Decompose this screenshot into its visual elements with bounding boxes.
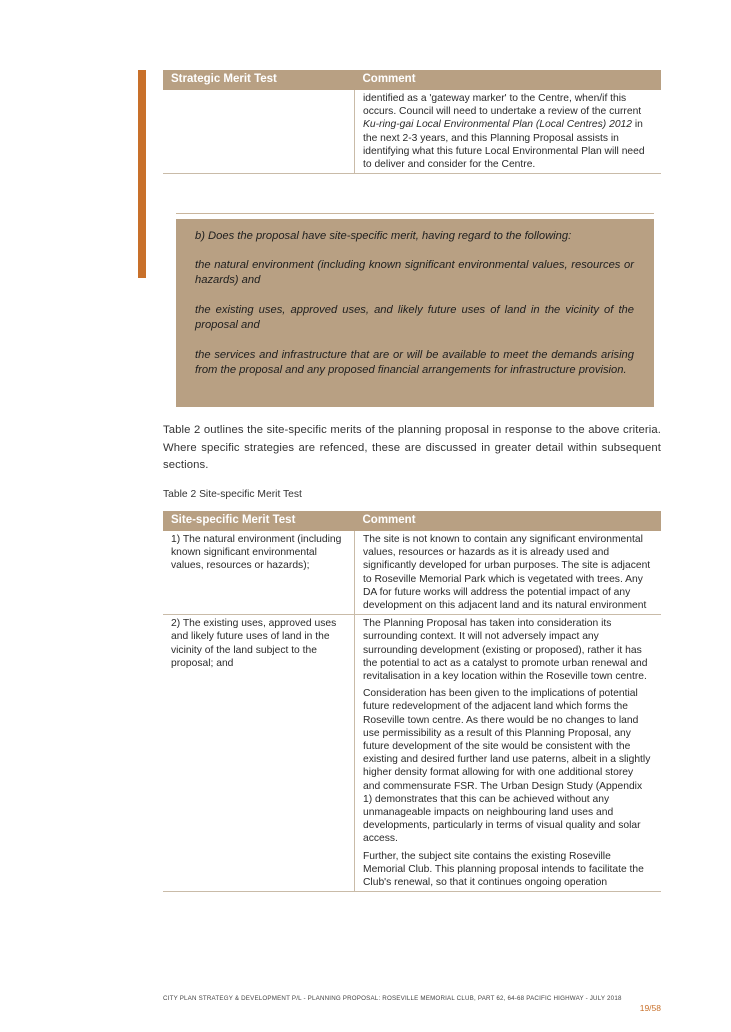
divider xyxy=(176,213,654,214)
column-header: Site-specific Merit Test xyxy=(163,511,355,531)
table-row xyxy=(163,90,661,174)
comment-cell xyxy=(355,90,662,174)
question-item: the natural environment (including known significant environmental values, resources or hazards) and xyxy=(195,259,634,286)
comment-cell xyxy=(355,531,662,615)
table-cell xyxy=(163,90,355,174)
question-heading: b) Does the proposal have site-specific merit, having regard to the following: xyxy=(195,230,572,242)
column-header: Comment xyxy=(355,511,662,531)
site-specific-merit-table xyxy=(163,511,661,892)
strategic-merit-table xyxy=(163,70,661,174)
question-item: the services and infrastructure that are or will be available to meet the demands arising from the proposal and any proposed financial arrangements for infrastructure provision. xyxy=(195,349,634,376)
comment-paragraph: The site is not known to contain any significant environmental values, resources or hazards as it is already used and significantly developed for urban purposes. The site is adjacent to Roseville Memorial Park which is vegetated with trees. Any DA for future works will address the potential impact of any development on this adjacent land and its natural environment xyxy=(363,534,651,612)
test-cell: 1) The natural environment (including known significant environmental values, resources or hazards); xyxy=(163,531,355,615)
plan-title: Ku-ring-gai Local Environmental Plan (Local Centres) 2012 xyxy=(363,119,633,131)
table-caption: Table 2 Site-specific Merit Test xyxy=(163,489,302,500)
table-row xyxy=(163,615,661,892)
test-cell: 2) The existing uses, approved uses and likely future uses of land in the vicinity of the land subject to the proposal; and xyxy=(163,615,355,892)
comment-paragraph: Consideration has been given to the implications of potential future redevelopment of the adjacent land which forms the Roseville town centre. As there would be no changes to land use permissibility as a result of this Planning Proposal, any future development of the site would be consistent with the existing and desired further land use paterns, albeit in a slightly higher density format allowing for with one additional storey and commensurate FSR. The Urban Design Study (Appendix 1) demonstrates that this can be achieved without any unmanageable impacts on neighbouring land uses and developments, particularly in terms of visual quality and solar access. xyxy=(363,688,651,845)
comment-cell xyxy=(355,615,662,892)
comment-text: in the next 2-3 years, and this Planning Proposal assists in identifying what this future Local Environmental Plan will need to deliver and consider for the Centre. xyxy=(363,119,645,171)
comment-paragraph: The Planning Proposal has taken into consideration its surrounding context. It will not adversely impact any surrounding development (existing or proposed), rather it has the potential to act as a catalyst to promote urban renewal and revitalisation in a key location within the Roseville town centre. xyxy=(363,618,648,683)
table-row xyxy=(163,531,661,615)
comment-text: identified as a 'gateway marker' to the Centre, when/if this occurs. Council will need to undertake a review of the current xyxy=(363,93,642,118)
page-footer: CITY PLAN STRATEGY & DEVELOPMENT P/L - PLANNING PROPOSAL: ROSEVILLE MEMORIAL CLUB, PART 62, 64-68 PACIFIC HIGHWAY - JULY 2018 xyxy=(163,995,622,1002)
table-header-row xyxy=(163,70,661,90)
column-header: Strategic Merit Test xyxy=(163,70,355,90)
site-specific-merit-question xyxy=(176,219,654,407)
intro-paragraph: Table 2 outlines the site-specific merits of the planning proposal in response to the above criteria. Where specific strategies are refenced, these are discussed in greater detail within subsequent sections. xyxy=(163,424,661,471)
question-item: the existing uses, approved uses, and likely future uses of land in the vicinity of the proposal and xyxy=(195,304,634,331)
section-accent-bar xyxy=(138,70,146,278)
table-header-row xyxy=(163,511,661,531)
page-number: 19/58 xyxy=(639,1003,661,1013)
comment-paragraph: Further, the subject site contains the existing Roseville Memorial Club. This planning proposal intends to facilitate the Club's renewal, so that it continues ongoing operation xyxy=(363,850,644,889)
column-header: Comment xyxy=(355,70,662,90)
